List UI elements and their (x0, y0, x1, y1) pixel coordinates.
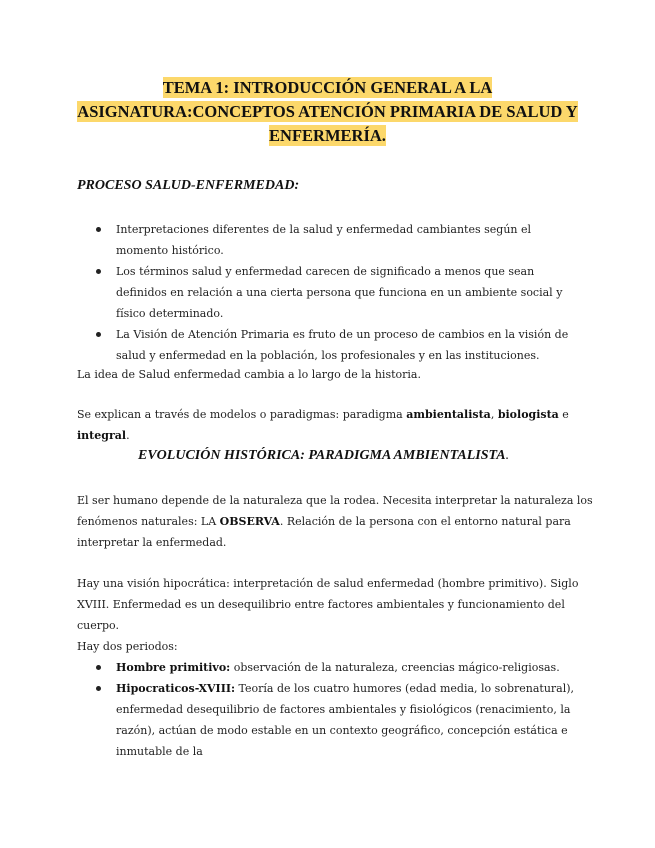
paragraph-periodos: Hay dos periodos: (77, 640, 178, 653)
paragraph-paradigmas (77, 404, 597, 446)
bullet-text: La Visión de Atención Primaria es fruto de un proceso de cambios en la visión de salud y enfermedad en la población, los profesionales y en las instituciones. (116, 328, 569, 362)
observa-suffix: . Relación de la persona con el entorno natural para interpretar la enfermedad. (77, 515, 571, 549)
observa-bold: OBSERVA (219, 515, 280, 528)
bullet-dot-icon (96, 665, 101, 670)
section-heading-proceso: PROCESO SALUD-ENFERMEDAD: (77, 178, 300, 193)
paradigmas-prefix: Se explican a través de modelos o paradigmas: paradigma (77, 408, 407, 421)
paragraph-salud-historia: La idea de Salud enfermedad cambia a lo largo de la historia. (77, 368, 421, 381)
bullet-dot-icon (96, 227, 101, 232)
paradigma-ambientalista: ambientalista (406, 408, 491, 421)
periodos-bullet-list (0, 657, 655, 762)
list-item (0, 657, 580, 678)
period-label: Hombre primitivo: (116, 661, 231, 674)
title-line-1: TEMA 1: INTRODUCCIÓN GENERAL A LA (162, 78, 493, 97)
list-item (0, 324, 580, 366)
list-item (0, 219, 580, 261)
bullet-dot-icon (96, 686, 101, 691)
proceso-bullet-list (0, 219, 655, 366)
section-heading-evolucion (138, 448, 509, 464)
paragraph-observa (77, 490, 597, 553)
period-label: Hipocraticos-XVIII: (116, 682, 236, 695)
section2-heading-suffix: . (505, 448, 510, 463)
list-item (0, 678, 580, 762)
paradigmas-sep2: e (558, 408, 569, 421)
paradigma-biologista: biologista (497, 408, 559, 421)
observa-prefix: El ser humano depende de la naturaleza que la rodea. Necesita interpretar la naturaleza los fenómenos naturales: LA (77, 494, 593, 528)
paradigmas-suffix: . (126, 429, 130, 442)
document-title (60, 76, 595, 148)
section2-heading-text: EVOLUCIÓN HISTÓRICA: PARADIGMA AMBIENTALISTA (138, 448, 506, 463)
bullet-text: Los términos salud y enfermedad carecen de significado a menos que sean definidos en relación a una cierta persona que funciona en un ambiente social y físico determinado. (116, 265, 563, 320)
title-line-2: ASIGNATURA:CONCEPTOS ATENCIÓN PRIMARIA DE SALUD Y (77, 102, 578, 121)
bullet-dot-icon (96, 269, 101, 274)
paragraph-hipocratica: Hay una visión hipocrática: interpretación de salud enfermedad (hombre primitivo). Siglo XVIII. Enfermedad es un desequilibrio entre factores ambientales y funcionamiento del cuerpo. (77, 577, 579, 632)
bullet-text: Interpretaciones diferentes de la salud y enfermedad cambiantes según el momento histórico. (116, 223, 532, 257)
period-text: observación de la naturaleza, creencias mágico-religiosas. (230, 661, 560, 674)
paradigma-integral: integral (77, 429, 127, 442)
bullet-dot-icon (96, 332, 101, 337)
title-line-3: ENFERMERÍA. (269, 126, 386, 145)
paradigmas-sep1: , (490, 408, 498, 421)
period-text: Teoría de los cuatro humores (edad media, lo sobrenatural), enfermedad desequilibrio de factores ambientales y fisiológicos (renacimiento, la razón), actúan de modo estable en un contexto geográfico, concepción estática e inmutable de la (116, 682, 575, 758)
list-item (0, 261, 580, 324)
